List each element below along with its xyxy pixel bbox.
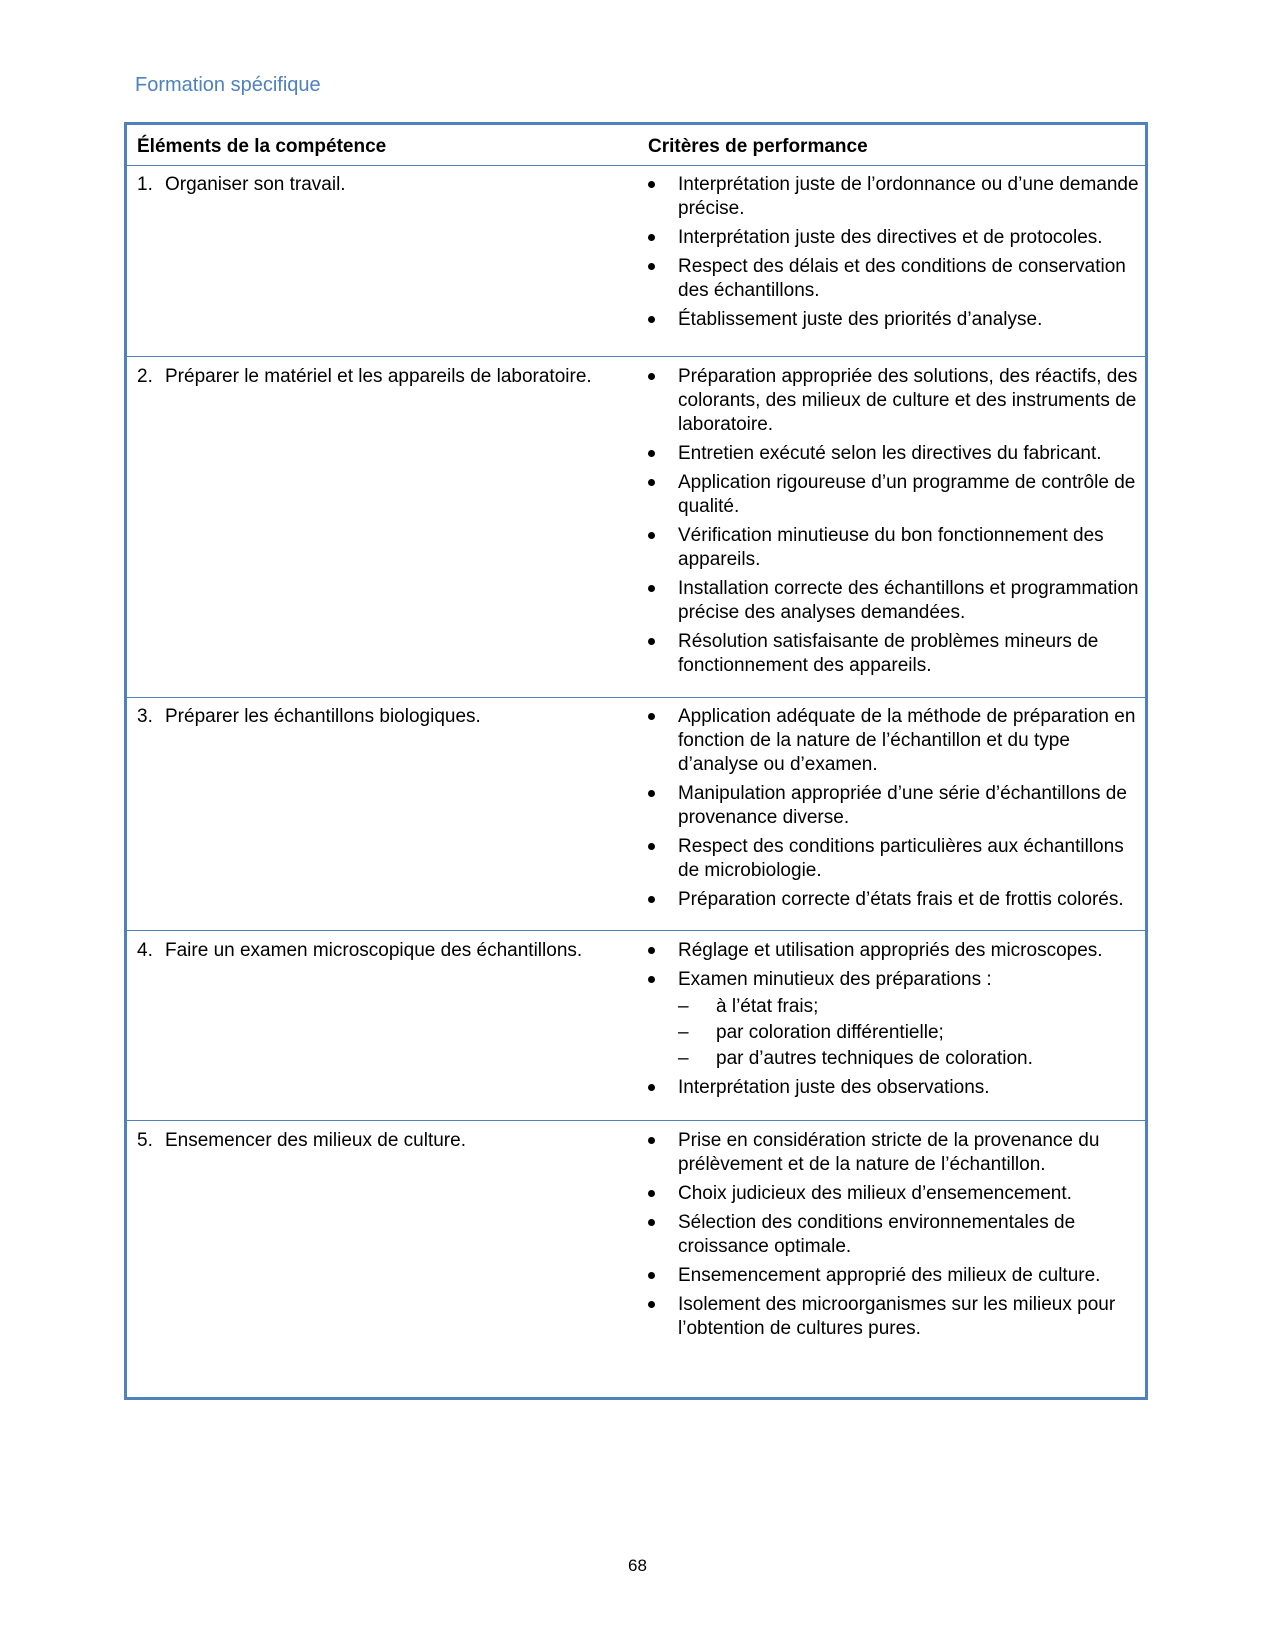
- bullet-icon: [648, 947, 655, 954]
- list-item: [648, 1211, 1148, 1259]
- bullet-icon: [648, 263, 655, 270]
- criterion-text: Interprétation juste des observations.: [678, 1077, 990, 1098]
- list-item: [648, 577, 1148, 625]
- list-item: [648, 255, 1148, 303]
- element-number: 2.: [137, 366, 153, 387]
- bullet-icon: [648, 843, 655, 850]
- list-item: [648, 471, 1148, 519]
- dash-icon: –: [678, 1022, 689, 1043]
- sub-list-item: [678, 995, 1148, 1019]
- sub-text: par d’autres techniques de coloration.: [716, 1048, 1033, 1069]
- element-text: Faire un examen microscopique des échantillons.: [165, 940, 583, 961]
- list-item: [648, 524, 1148, 572]
- competence-element: [137, 1129, 627, 1153]
- criterion-text: Respect des délais et des conditions de conservation des échantillons.: [678, 256, 1126, 301]
- list-item: [648, 173, 1148, 221]
- bullet-icon: [648, 1190, 655, 1197]
- criterion-text: Préparation correcte d’états frais et de frottis colorés.: [678, 889, 1124, 910]
- list-item: [648, 308, 1148, 332]
- row-divider: [127, 356, 1145, 357]
- row-divider: [127, 165, 1145, 166]
- bullet-icon: [648, 585, 655, 592]
- list-item: [648, 888, 1148, 912]
- list-item: [648, 1076, 1148, 1100]
- bullet-icon: [648, 316, 655, 323]
- criterion-text: Réglage et utilisation appropriés des microscopes.: [678, 940, 1103, 961]
- criterion-text: Installation correcte des échantillons et programmation précise des analyses demandées.: [678, 578, 1139, 623]
- bullet-icon: [648, 1219, 655, 1226]
- list-item: [648, 705, 1148, 777]
- row-divider: [127, 1120, 1145, 1121]
- row-divider: [127, 697, 1145, 698]
- list-item: [648, 939, 1148, 963]
- criterion-text: Ensemencement approprié des milieux de culture.: [678, 1265, 1101, 1286]
- list-item: [648, 1293, 1148, 1341]
- bullet-icon: [648, 638, 655, 645]
- bullet-icon: [648, 976, 655, 983]
- sub-list-item: [678, 1021, 1148, 1045]
- list-item: [648, 442, 1148, 466]
- criterion-text: Vérification minutieuse du bon fonctionnement des appareils.: [678, 525, 1104, 570]
- sub-text: à l’état frais;: [716, 996, 819, 1017]
- element-number: 3.: [137, 706, 153, 727]
- page-number: 68: [628, 1556, 647, 1575]
- list-item: [648, 968, 1148, 1071]
- competence-table: [124, 122, 1148, 1400]
- list-item: [648, 1129, 1148, 1177]
- criterion-text: Manipulation appropriée d’une série d’échantillons de provenance diverse.: [678, 783, 1127, 828]
- dash-icon: –: [678, 1048, 689, 1069]
- bullet-icon: [648, 790, 655, 797]
- bullet-icon: [648, 1084, 655, 1091]
- element-text: Organiser son travail.: [165, 174, 346, 195]
- section-title: Formation spécifique: [135, 74, 321, 96]
- element-text: Préparer le matériel et les appareils de laboratoire.: [165, 366, 592, 387]
- element-text: Ensemencer des milieux de culture.: [165, 1130, 466, 1151]
- criteria-list: [648, 365, 1148, 683]
- criterion-text: Choix judicieux des milieux d’ensemencement.: [678, 1183, 1072, 1204]
- bullet-icon: [648, 1137, 655, 1144]
- list-item: [648, 1182, 1148, 1206]
- element-text: Préparer les échantillons biologiques.: [165, 706, 481, 727]
- row-divider: [127, 930, 1145, 931]
- criterion-text: Établissement juste des priorités d’analyse.: [678, 309, 1043, 330]
- criterion-text: Interprétation juste de l’ordonnance ou d’une demande précise.: [678, 174, 1139, 219]
- sub-list: [678, 995, 1148, 1071]
- element-number: 1.: [137, 174, 153, 195]
- element-number: 5.: [137, 1130, 153, 1151]
- list-item: [648, 835, 1148, 883]
- bullet-icon: [648, 450, 655, 457]
- criterion-text: Interprétation juste des directives et de protocoles.: [678, 227, 1103, 248]
- list-item: [648, 1264, 1148, 1288]
- header-elements: Éléments de la compétence: [137, 136, 387, 157]
- bullet-icon: [648, 234, 655, 241]
- sub-text: par coloration différentielle;: [716, 1022, 944, 1043]
- criteria-list: [648, 939, 1148, 1105]
- competence-element: [137, 939, 627, 963]
- criterion-text: Prise en considération stricte de la provenance du prélèvement et de la nature de l’échantillon.: [678, 1130, 1100, 1175]
- element-number: 4.: [137, 940, 153, 961]
- criterion-text: Entretien exécuté selon les directives du fabricant.: [678, 443, 1102, 464]
- bullet-icon: [648, 479, 655, 486]
- criterion-text: Application rigoureuse d’un programme de contrôle de qualité.: [678, 472, 1136, 517]
- criteria-list: [648, 705, 1148, 917]
- bullet-icon: [648, 1301, 655, 1308]
- list-item: [648, 630, 1148, 678]
- competence-element: [137, 173, 627, 197]
- bullet-icon: [648, 181, 655, 188]
- competence-element: [137, 365, 627, 389]
- criterion-text: Sélection des conditions environnementales de croissance optimale.: [678, 1212, 1076, 1257]
- bullet-icon: [648, 713, 655, 720]
- criterion-text: Examen minutieux des préparations :: [678, 969, 992, 990]
- sub-list-item: [678, 1047, 1148, 1071]
- criterion-text: Application adéquate de la méthode de préparation en fonction de la nature de l’échantillon et du type d’analyse ou d’examen.: [678, 706, 1136, 775]
- header-criteria: Critères de performance: [648, 136, 868, 157]
- bullet-icon: [648, 532, 655, 539]
- bullet-icon: [648, 373, 655, 380]
- competence-element: [137, 705, 627, 729]
- bullet-icon: [648, 896, 655, 903]
- criterion-text: Isolement des microorganismes sur les milieux pour l’obtention de cultures pures.: [678, 1294, 1116, 1339]
- list-item: [648, 226, 1148, 250]
- criterion-text: Préparation appropriée des solutions, des réactifs, des colorants, des milieux de culture et des instruments de laboratoire.: [678, 366, 1138, 435]
- criterion-text: Respect des conditions particulières aux échantillons de microbiologie.: [678, 836, 1124, 881]
- list-item: [648, 782, 1148, 830]
- dash-icon: –: [678, 996, 689, 1017]
- criteria-list: [648, 173, 1148, 337]
- list-item: [648, 365, 1148, 437]
- criterion-text: Résolution satisfaisante de problèmes mineurs de fonctionnement des appareils.: [678, 631, 1099, 676]
- criteria-list: [648, 1129, 1148, 1346]
- bullet-icon: [648, 1272, 655, 1279]
